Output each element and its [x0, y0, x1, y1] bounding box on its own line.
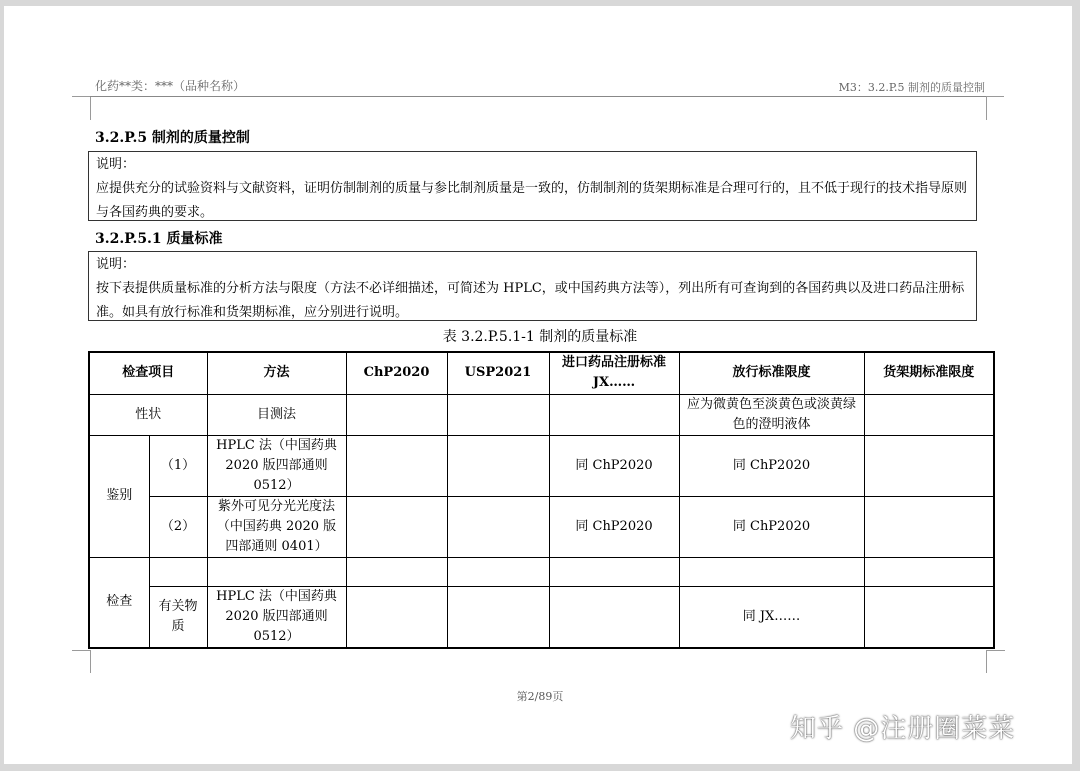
page-number: 第2/89页	[516, 690, 564, 703]
header-cell: 进口药品注册标准 JX……	[549, 352, 679, 394]
release-cell: 同 ChP2020	[679, 496, 864, 557]
empty-cell	[207, 557, 346, 586]
empty-cell	[447, 557, 549, 586]
table-row	[89, 496, 994, 557]
note-box	[88, 151, 977, 221]
table-row	[89, 557, 994, 586]
item-cell: 性状	[89, 394, 207, 435]
release-cell: 应为微黄色至淡黄色或淡黄绿色的澄明液体	[679, 394, 864, 435]
note-box	[88, 251, 977, 321]
release-cell: 同 ChP2020	[679, 435, 864, 496]
crop-mark	[72, 96, 91, 120]
crop-mark	[986, 96, 1005, 120]
import-cell: 同 ChP2020	[549, 496, 679, 557]
empty-cell	[346, 394, 447, 435]
note-label: 说明：	[96, 257, 136, 272]
quality-standard-table	[88, 351, 995, 649]
table-header-row	[89, 352, 994, 394]
note-text: 应提供充分的试验资料与文献资料，证明仿制制剂的质量与参比制剂质量是一致的，仿制制剂的货架期标准是合理可行的，且不低于现行的技术指导原则与各国药典的要求。	[96, 181, 968, 220]
method-cell: HPLC 法（中国药典 2020 版四部通则 0512）	[207, 435, 346, 496]
empty-cell	[864, 557, 994, 586]
header-cell: USP2021	[447, 352, 549, 394]
section-title: 3.2.P.5 制剂的质量控制	[95, 130, 250, 146]
crop-mark	[986, 96, 1004, 97]
empty-cell	[549, 586, 679, 648]
empty-cell	[864, 394, 994, 435]
empty-cell	[346, 435, 447, 496]
header-cell: 检查项目	[89, 352, 207, 394]
table-row	[89, 586, 994, 648]
item-cell: 检查	[89, 557, 149, 648]
table-row	[89, 435, 994, 496]
header-cell: 放行标准限度	[679, 352, 864, 394]
section-title: 3.2.P.5.1 质量标准	[95, 231, 223, 247]
empty-cell	[549, 557, 679, 586]
method-cell: HPLC 法（中国药典 2020 版四部通则 0512）	[207, 586, 346, 648]
item-cell: 鉴别	[89, 435, 149, 557]
crop-mark	[72, 650, 91, 673]
empty-cell	[447, 586, 549, 648]
crop-mark	[986, 650, 1005, 673]
sub-no-cell: （1）	[149, 435, 207, 496]
empty-cell	[149, 557, 207, 586]
header-cell: 方法	[207, 352, 346, 394]
empty-cell	[346, 557, 447, 586]
table-row	[89, 394, 994, 435]
method-cell: 紫外可见分光光度法（中国药典 2020 版四部通则 0401）	[207, 496, 346, 557]
sub-no-cell: （2）	[149, 496, 207, 557]
header-divider	[90, 96, 986, 97]
header-cell: ChP2020	[346, 352, 447, 394]
sub-label-cell: 有关物质	[149, 586, 207, 648]
import-cell: 同 ChP2020	[549, 435, 679, 496]
empty-cell	[447, 496, 549, 557]
method-cell: 目测法	[207, 394, 346, 435]
empty-cell	[346, 586, 447, 648]
header-right: M3：3.2.P.5 制剂的质量控制	[838, 81, 985, 94]
release-cell: 同 JX……	[679, 586, 864, 648]
empty-cell	[549, 394, 679, 435]
empty-cell	[864, 435, 994, 496]
empty-cell	[346, 496, 447, 557]
empty-cell	[864, 586, 994, 648]
note-label: 说明：	[96, 157, 136, 172]
empty-cell	[864, 496, 994, 557]
header-cell: 货架期标准限度	[864, 352, 994, 394]
table-caption: 表 3.2.P.5.1-1 制剂的质量标准	[442, 329, 638, 345]
note-text: 按下表提供质量标准的分析方法与限度（方法不必详细描述，可简述为 HPLC，或中国药典方法等），列出所有可查询到的各国药典以及进口药品注册标准。如具有放行标准和货架期标准，应分别进行说明。	[96, 281, 965, 320]
header-left: 化药**类：***（品种名称）	[95, 79, 246, 93]
watermark: 知乎 @注册圈菜菜	[790, 714, 1016, 744]
crop-mark	[72, 96, 90, 97]
empty-cell	[447, 394, 549, 435]
empty-cell	[679, 557, 864, 586]
empty-cell	[447, 435, 549, 496]
